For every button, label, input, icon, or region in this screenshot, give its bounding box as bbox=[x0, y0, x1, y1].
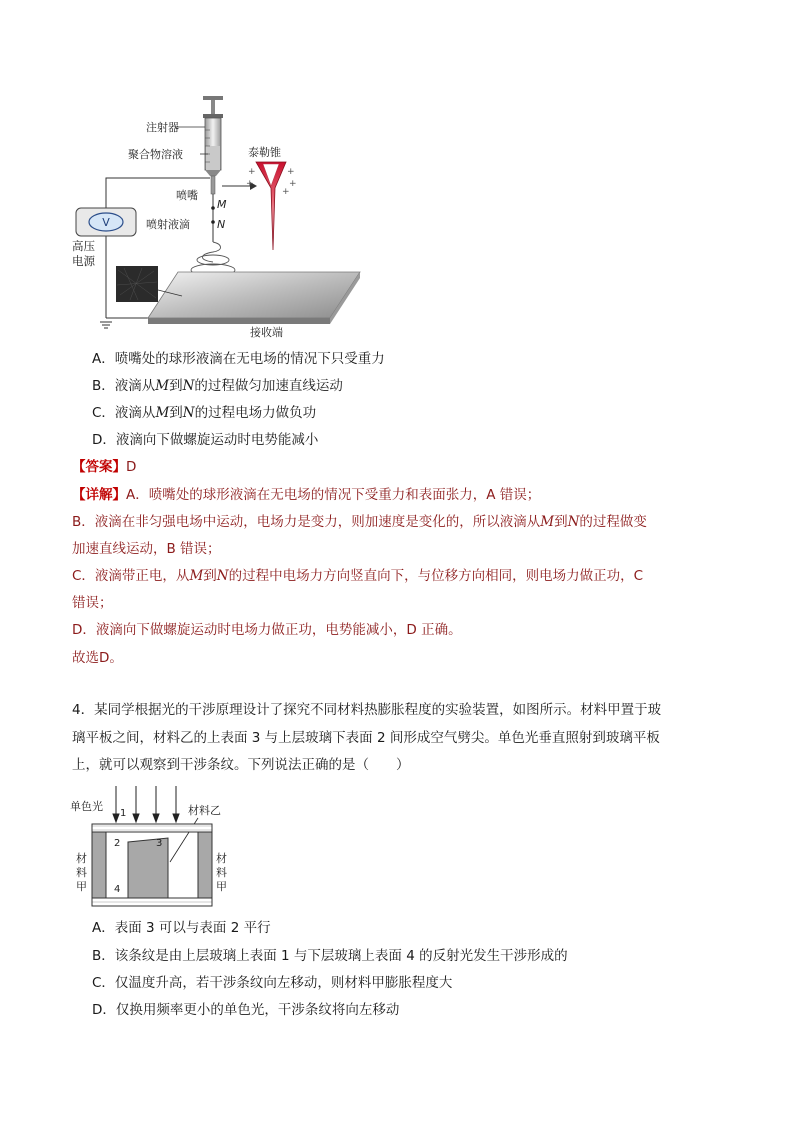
point-n-label: N bbox=[217, 218, 226, 231]
surface-3-label: 3 bbox=[156, 838, 163, 849]
material-a-right-1: 材 bbox=[216, 852, 227, 865]
air-wedge-figure bbox=[70, 780, 250, 915]
electrospinning-diagram bbox=[60, 90, 400, 340]
receiver-plate bbox=[148, 272, 360, 318]
surface-1-label: 1 bbox=[120, 808, 127, 819]
taylor-cone-label: 泰勒锥 bbox=[248, 146, 281, 159]
q3-option-c: C．液滴从M到N的过程电场力做负功 bbox=[92, 405, 317, 421]
q4-stem-2: 璃平板之间，材料乙的上表面 3 与上层玻璃下表面 2 间形成空气劈尖。单色光垂直照射到玻璃平板 bbox=[72, 730, 660, 746]
material-a-right-2: 料 bbox=[216, 866, 227, 879]
svg-text:+: + bbox=[287, 167, 295, 177]
q3-detail-a: 【详解】A．喷嘴处的球形液滴在无电场的情况下受重力和表面张力，A 错误； bbox=[72, 487, 541, 503]
svg-text:+: + bbox=[282, 187, 290, 197]
material-a-left-2: 料 bbox=[76, 866, 87, 879]
svg-text:+: + bbox=[246, 179, 254, 189]
q3-option-d: D．液滴向下做螺旋运动时电势能减小 bbox=[92, 432, 319, 448]
electrospinning-figure bbox=[60, 90, 400, 340]
q4-option-b: B．该条纹是由上层玻璃上表面 1 与下层玻璃上表面 4 的反射光发生干涉形成的 bbox=[92, 948, 568, 964]
voltmeter-label: V bbox=[102, 216, 110, 229]
surface-4-label: 4 bbox=[114, 884, 121, 895]
nozzle-label: 喷嘴 bbox=[176, 189, 198, 202]
syringe-icon bbox=[203, 96, 223, 194]
material-a-left-1: 材 bbox=[76, 852, 87, 865]
q4-stem-3: 上，就可以观察到干涉条纹。下列说法正确的是（ ） bbox=[72, 757, 410, 773]
q3-conclusion: 故选D。 bbox=[72, 650, 123, 666]
q3-detail-b1: B．液滴在非匀强电场中运动，电场力是变力，则加速度是变化的，所以液滴从M到N的过程做变 bbox=[72, 514, 647, 530]
polymer-label: 聚合物溶液 bbox=[128, 148, 183, 161]
svg-text:+: + bbox=[289, 179, 297, 189]
q4-option-c: C．仅温度升高，若干涉条纹向左移动，则材料甲膨胀程度大 bbox=[92, 975, 453, 991]
material-a-left-3: 甲 bbox=[76, 880, 87, 893]
receiver-label: 接收端 bbox=[250, 326, 283, 339]
taylor-cone-icon bbox=[246, 162, 297, 250]
air-wedge-diagram bbox=[70, 780, 250, 915]
q3-detail-c2: 错误； bbox=[72, 595, 113, 611]
q3-detail-d: D．液滴向下做螺旋运动时电场力做正功，电势能减小，D 正确。 bbox=[72, 622, 462, 638]
power-label-1: 高压 bbox=[72, 239, 95, 253]
q3-detail-b2: 加速直线运动，B 错误； bbox=[72, 541, 221, 557]
q4-option-d: D．仅换用频率更小的单色光，干涉条纹将向左移动 bbox=[92, 1002, 400, 1018]
material-b-label: 材料乙 bbox=[188, 804, 221, 817]
q4-option-a: A．表面 3 可以与表面 2 平行 bbox=[92, 920, 271, 936]
jet-label: 喷射液滴 bbox=[146, 218, 190, 231]
q3-answer: 【答案】D bbox=[72, 459, 137, 475]
svg-text:+: + bbox=[248, 167, 256, 177]
power-label-2: 电源 bbox=[72, 254, 95, 268]
q4-stem-1: 4．某同学根据光的干涉原理设计了探究不同材料热膨胀程度的实验装置，如图所示。材料甲置于玻 bbox=[72, 702, 662, 718]
voltmeter-icon bbox=[76, 208, 136, 236]
point-m-label: M bbox=[217, 198, 227, 211]
material-a-right-3: 甲 bbox=[216, 880, 227, 893]
q3-detail-c1: C．液滴带正电，从M到N的过程中电场力方向竖直向下，与位移方向相同，则电场力做正功，C bbox=[72, 568, 644, 584]
mono-light-label: 单色光 bbox=[70, 800, 103, 813]
syringe-label: 注射器 bbox=[146, 121, 179, 134]
surface-2-label: 2 bbox=[114, 838, 121, 849]
q3-option-a: A．喷嘴处的球形液滴在无电场的情况下只受重力 bbox=[92, 351, 385, 367]
q3-option-b: B．液滴从M到N的过程做匀加速直线运动 bbox=[92, 378, 343, 394]
